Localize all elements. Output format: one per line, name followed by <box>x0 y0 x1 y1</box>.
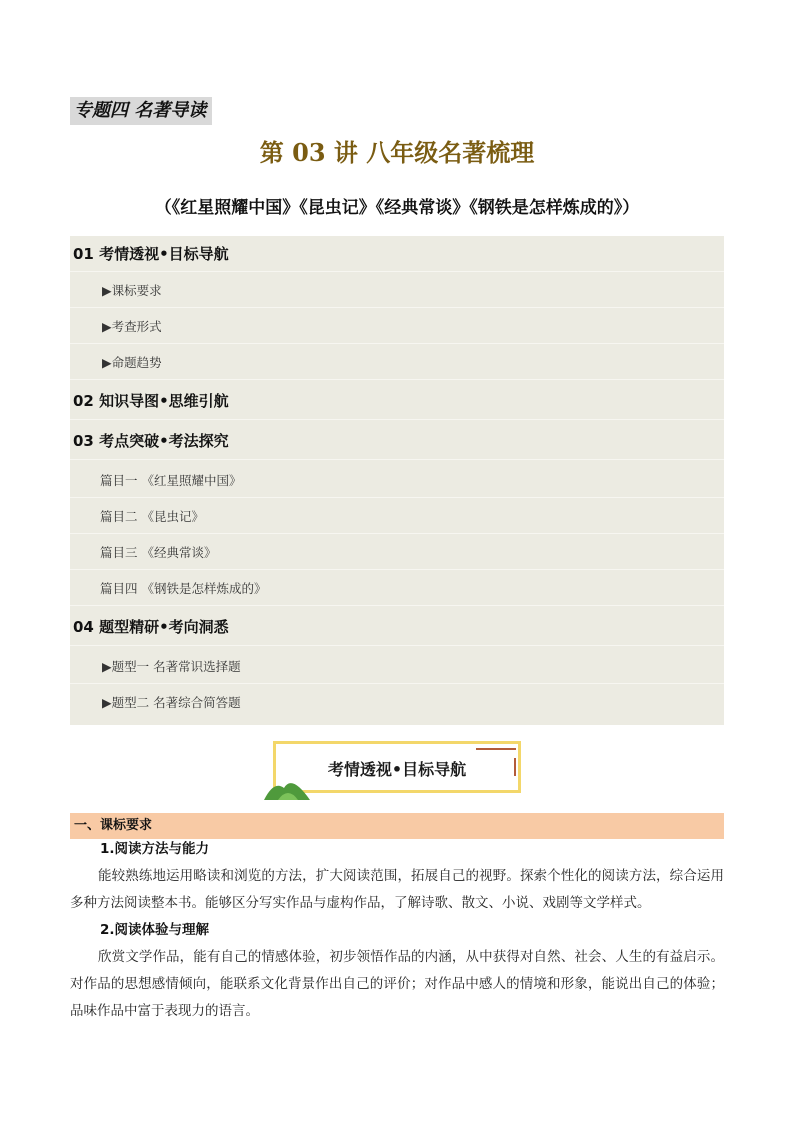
sub-heading-reading-method: 1.阅读方法与能力 <box>100 841 210 857</box>
banner-decoration-line <box>476 748 516 750</box>
banner-decoration-line <box>514 758 516 776</box>
paragraph-text: 能较熟练地运用略读和浏览的方法，扩大阅读范围，拓展自己的视野。探索个性化的阅读方法，综合运用多种方法阅读整本书。能够区分写实作品与虚构作品，了解诗歌、散文、小说、戏剧等文学样式。 <box>70 868 724 911</box>
toc-item-label: 篇目二 《昆虫记》 <box>100 508 204 524</box>
toc-item-label: ▶考查形式 <box>102 318 162 334</box>
toc-item-chapter-2[interactable] <box>70 498 724 534</box>
toc-section-title: 04 题型精研•考向洞悉 <box>73 618 229 636</box>
toc-item-chapter-1[interactable] <box>70 462 724 498</box>
toc-item-trend[interactable] <box>70 344 724 380</box>
toc-item-label: ▶课标要求 <box>102 282 162 298</box>
topic-tag: 专题四 名著导读 <box>70 97 212 125</box>
toc-section-02[interactable] <box>70 382 724 420</box>
book-list-subtitle: （《红星照耀中国》《昆虫记》《经典常谈》《钢铁是怎样炼成的》） <box>154 198 640 218</box>
hills-icon <box>264 774 310 800</box>
toc-item-chapter-4[interactable] <box>70 570 724 606</box>
toc-section-title: 01 考情透视•目标导航 <box>73 245 229 263</box>
paragraph-reading-method <box>70 863 724 917</box>
paragraph-reading-experience <box>70 944 724 1025</box>
toc-item-question-type-2[interactable] <box>70 684 724 720</box>
section-heading-curriculum: 一、课标要求 <box>70 813 724 839</box>
banner-title: 考情透视•目标导航 <box>327 760 467 779</box>
toc-section-title: 02 知识导图•思维引航 <box>73 392 229 410</box>
toc-section-03[interactable] <box>70 422 724 460</box>
toc-section-01[interactable] <box>70 236 724 272</box>
toc-item-label: ▶命题趋势 <box>102 354 162 370</box>
toc-item-question-type-1[interactable] <box>70 648 724 684</box>
toc-item-chapter-3[interactable] <box>70 534 724 570</box>
toc-section-title: 03 考点突破•考法探究 <box>73 432 229 450</box>
lecture-title: 第 03 讲 八年级名著梳理 <box>259 138 535 167</box>
toc-section-04[interactable] <box>70 608 724 646</box>
toc-item-label: 篇目四 《钢铁是怎样炼成的》 <box>100 580 267 596</box>
section-banner <box>273 741 521 793</box>
toc-item-label: ▶题型二 名著综合简答题 <box>102 695 241 710</box>
toc-item-curriculum[interactable] <box>70 272 724 308</box>
toc-item-label: 篇目一 《红星照耀中国》 <box>100 472 242 488</box>
toc-item-label: ▶题型一 名著常识选择题 <box>102 658 241 674</box>
sub-heading-reading-experience: 2.阅读体验与理解 <box>100 922 210 938</box>
table-of-contents <box>70 236 724 725</box>
toc-item-label: 篇目三 《经典常谈》 <box>100 544 217 560</box>
toc-item-exam-format[interactable] <box>70 308 724 344</box>
paragraph-text: 欣赏文学作品，能有自己的情感体验，初步领悟作品的内涵，从中获得对自然、社会、人生的有益启示。对作品的思想感情倾向，能联系文化背景作出自己的评价；对作品中感人的情境和形象，能说出自己的体验；品味作品中富于表现力的语言。 <box>70 949 724 1019</box>
